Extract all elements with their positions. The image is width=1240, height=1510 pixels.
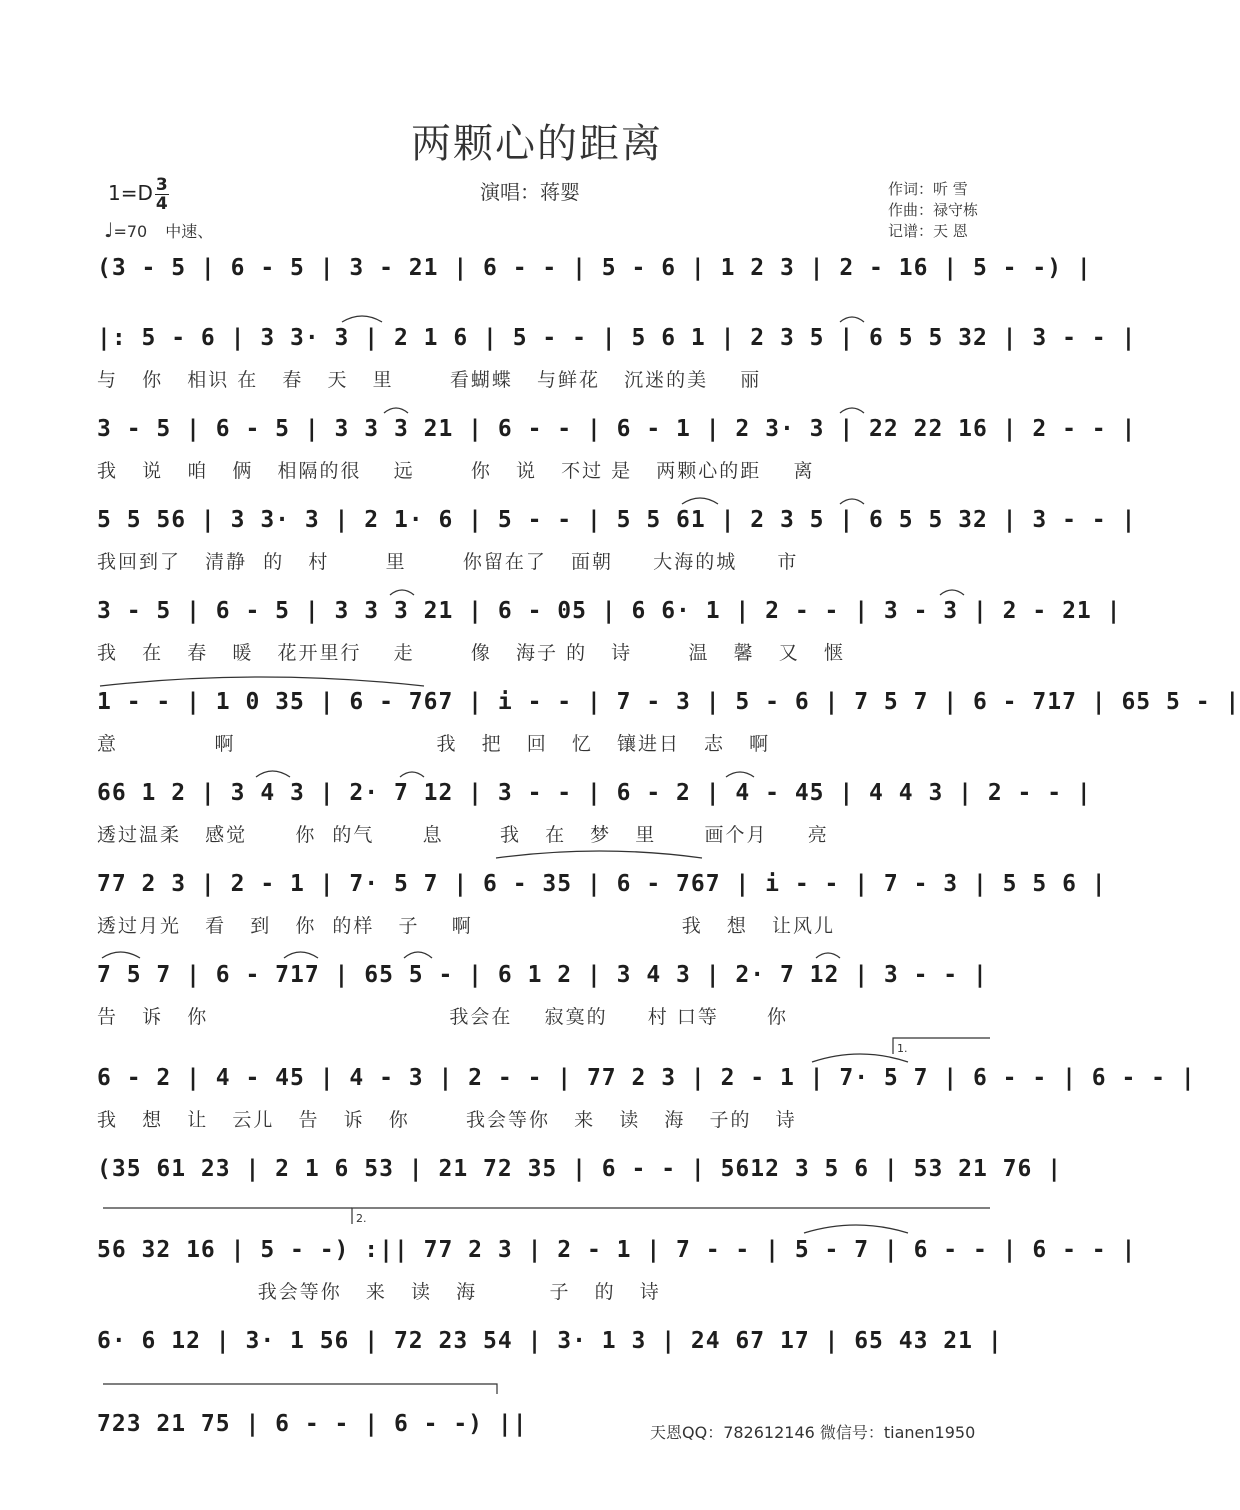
transcriber: 记谱：天 恩 (888, 222, 968, 240)
lyric-line: 意 啊 我 把 回 忆 镶进日 志 啊 (97, 733, 771, 755)
lyricist: 作词：听 雪 (888, 180, 968, 198)
key-label: 1=D (108, 181, 153, 205)
tempo-value: =70 (113, 222, 148, 241)
score-line: 1 - - | 1 0 35 | 6 - 767 | i - - | 7 - 3 | 5 - 6 | 7 5 7 | 6 - 717 | 65 5 - | (97, 689, 1240, 715)
score-line: 6· 6 12 | 3· 1 56 | 72 23 54 | 3· 1 3 | 24 67 17 | 65 43 21 | (97, 1328, 1003, 1354)
score-line: 3 - 5 | 6 - 5 | 3 3 3 21 | 6 - 05 | 6 6· 1 | 2 - - | 3 - 3 | 2 - 21 | (97, 598, 1122, 624)
lyric-line: 透过月光 看 到 你 的样 子 啊 我 想 让风儿 (97, 915, 835, 937)
score-line: 723 21 75 | 6 - - | 6 - -) || (97, 1411, 528, 1437)
quarter-note-icon: ♩ (104, 218, 114, 242)
score-line: 3 - 5 | 6 - 5 | 3 3 3 21 | 6 - - | 6 - 1 | 2 3· 3 | 22 22 16 | 2 - - | (97, 416, 1137, 442)
song-title: 两颗心的距离 (411, 121, 663, 167)
score-line: (35 61 23 | 2 1 6 53 | 21 72 35 | 6 - - | 5612 3 5 6 | 53 21 76 | (97, 1156, 1063, 1182)
lyric-line: 与 你 相识 在 春 天 里 看蝴蝶 与鲜花 沉迷的美 丽 (97, 369, 762, 391)
score-line: 56 32 16 | 5 - -) :|| 77 2 3 | 2 - 1 | 7 - - | 5 - 7 | 6 - - | 6 - - | (97, 1237, 1137, 1263)
score-line: 5 5 56 | 3 3· 3 | 2 1· 6 | 5 - - | 5 5 61 | 2 3 5 | 6 5 5 32 | 3 - - | (97, 507, 1137, 533)
lyric-line: 我 想 让 云儿 告 诉 你 我会等你 来 读 海 子的 诗 (97, 1109, 797, 1131)
footer-contact: 天恩QQ：782612146 微信号：tianen1950 (650, 1423, 976, 1442)
slur-marks (100, 316, 964, 1233)
section-bracket (103, 1208, 497, 1394)
lyric-line: 告 诉 你 我会在 寂寞的 村 口等 你 (97, 1006, 789, 1028)
score-line: (3 - 5 | 6 - 5 | 3 - 21 | 6 - - | 5 - 6 | 1 2 3 | 2 - 16 | 5 - -) | (97, 255, 1092, 281)
time-signature-beats: 3 (155, 175, 168, 195)
score-line: 77 2 3 | 2 - 1 | 7· 5 7 | 6 - 35 | 6 - 767 | i - - | 7 - 3 | 5 5 6 | (97, 871, 1107, 897)
score-line: 66 1 2 | 3 4 3 | 2· 7 12 | 3 - - | 6 - 2 | 4 - 45 | 4 4 3 | 2 - - | (97, 780, 1092, 806)
volta-second-label: 2. (356, 1212, 367, 1225)
composer: 作曲：禄守栋 (888, 201, 979, 219)
score-line: 6 - 2 | 4 - 45 | 4 - 3 | 2 - - | 77 2 3 | 2 - 1 | 7· 5 7 | 6 - - | 6 - - | (97, 1065, 1196, 1091)
lyric-line: 我 说 咱 俩 相隔的很 远 你 说 不过 是 两颗心的距 离 (97, 460, 815, 482)
volta-first-label: 1. (897, 1042, 908, 1055)
lyric-line: 透过温柔 感觉 你 的气 息 我 在 梦 里 画个月 亮 (97, 824, 829, 846)
score-line: |: 5 - 6 | 3 3· 3 | 2 1 6 | 5 - - | 5 6 1 | 2 3 5 | 6 5 5 32 | 3 - - | (97, 325, 1137, 351)
time-signature-unit: 4 (155, 194, 168, 214)
performer: 演唱：蒋婴 (480, 180, 580, 204)
lyric-line: 我回到了 清静 的 村 里 你留在了 面朝 大海的城 市 (97, 551, 799, 573)
lyric-line: 我会等你 来 读 海 子 的 诗 (97, 1281, 661, 1303)
score-line: 7 5 7 | 6 - 717 | 65 5 - | 6 1 2 | 3 4 3 | 2· 7 12 | 3 - - | (97, 962, 988, 988)
lyric-line: 我 在 春 暖 花开里行 走 像 海子 的 诗 温 馨 又 惬 (97, 642, 845, 664)
volta-second-bracket (352, 1208, 990, 1224)
tempo-speed: 中速、 (165, 222, 214, 241)
volta-first-bracket (893, 1038, 990, 1054)
